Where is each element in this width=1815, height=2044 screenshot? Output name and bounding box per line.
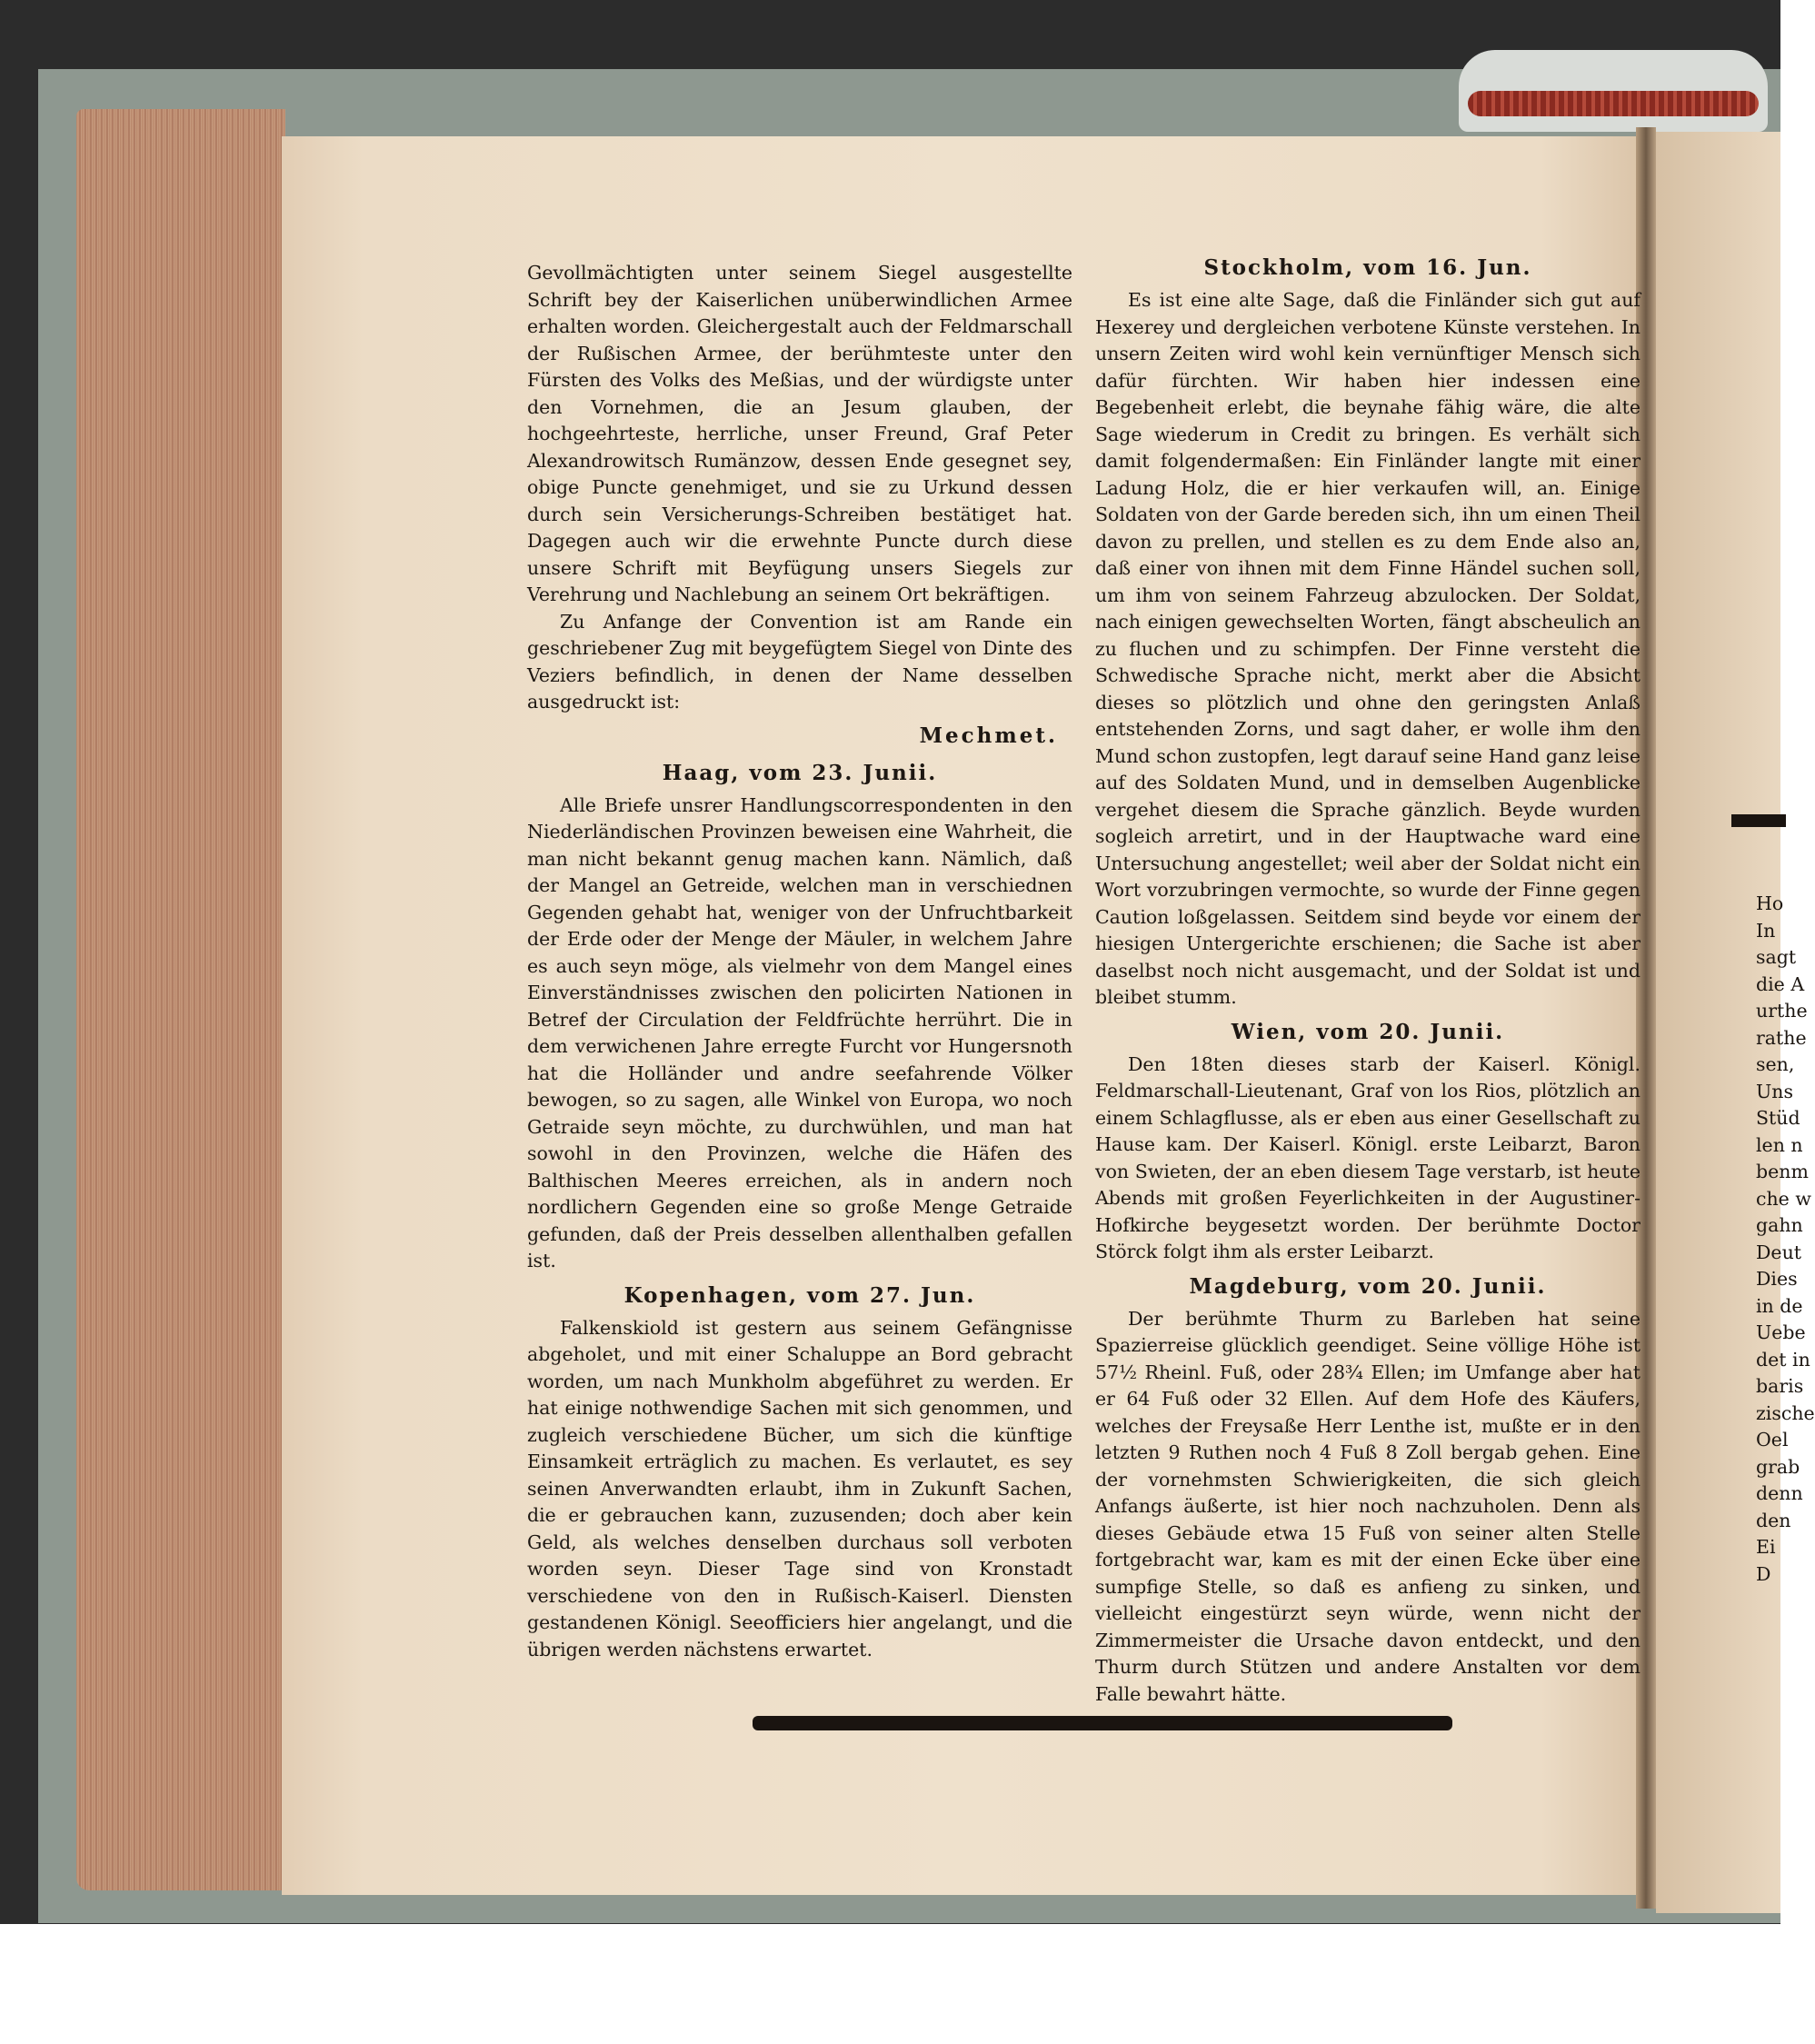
next-page-fragment: benm [1756, 1161, 1809, 1182]
right-text-column [1095, 255, 1640, 1708]
next-page-fragment: Oel [1756, 1429, 1789, 1451]
page-block-edges [76, 109, 285, 1890]
next-page-fragment: die A [1756, 972, 1805, 995]
book-ribbon [1468, 91, 1759, 116]
next-page-fragment: Uebe [1756, 1321, 1806, 1343]
next-page-rule [1731, 814, 1786, 827]
paragraph-haag: Alle Briefe unsrer Handlungscorrespondenten in den Niederländischen Provinzen beweisen eine Wahrheit, die man nicht bekannt genug machen kann. Nämlich, daß der Mangel an Getreide, welchen man in verschiednen Gegenden gehabt hat, weniger von der Unfruchtbarkeit der Erde oder der Menge der Mäuler, in welchem Jahre es auch seyn möge, als vielmehr von dem Mangel eines Einverständnisses zwischen den policirten Nationen in Betref der Circulation der Feldfrüchte herrührt. Die in dem verwichenen Jahre erregte Furcht vor Hungersnoth hat die Holländer und andre seefahrende Völker bewogen, so zu sagen, alle Winkel von Europa, wo noch Getraide seyn möchte, zu durchwühlen, und man hat sowohl in den Provinzen, welche die Häfen des Balthischen Meeres erreichen, als in andern noch nordlichern Gegenden eine so große Menge Getraide gefunden, daß der Preis desselben allenthalben gefallen ist. [527, 793, 1072, 1271]
heading-wien: Wien, vom 20. Junii. [1231, 1019, 1505, 1044]
next-page-fragment: Ho [1756, 892, 1784, 914]
paragraph-convention: Gevollmächtigten unter seinem Siegel ausgestellte Schrift bey der Kaiserlichen unüberwindlichen Armee erhalten worden. Gleichergestalt auch der Feldmarschall der Rußischen Armee, der berühmteste unter den Fürsten des Volks des Meßias, und der würdigste unter den Vornehmen, die an Jesum glauben, der hochgeehrteste, herrliche, unser Freund, Graf Peter Alexandrowitsch Rumänzow, dessen Ende gesegnet sey, obige Puncte genehmiget, und sie zu Urkund dessen durch sein Versicherungs-Schreiben bestätiget hat. Dagegen auch wir die erwehnte Puncte durch diese unsere Schrift mit Beyfügung unsers Siegels zur Verehrung und Nachlebung an seinem Ort bekräftigen. [527, 262, 1072, 605]
paragraph-signature-note: Zu Anfange der Convention ist am Rande ein geschriebener Zug mit beygefügtem Siegel von Dinte des Veziers befindlich, in denen der Name desselben ausgedruckt ist: [527, 610, 1072, 713]
heading-stockholm: Stockholm, vom 16. Jun. [1203, 255, 1532, 280]
next-page-fragment: det in [1756, 1348, 1810, 1371]
heading-kopenhagen: Kopenhagen, vom 27. Jun. [623, 1282, 976, 1308]
heading-magdeburg: Magdeburg, vom 20. Junii. [1189, 1273, 1547, 1299]
next-page-fragment: len n [1756, 1133, 1803, 1156]
next-page-fragment: rathe [1756, 1026, 1807, 1049]
next-page-fragment: sagt [1756, 946, 1797, 968]
left-text-column [527, 260, 1072, 1663]
next-page-fragment: sen, [1756, 1053, 1795, 1075]
paragraph-kopenhagen: Falkenskiold ist gestern aus seinem Gefängnisse abgeholet, und mit einer Schaluppe an Bord gebracht worden, um nach Munkholm abgeführet zu werden. Er hat einige nothwendige Sachen mit sich genommen, und zugleich verschiedene Bücher, um sich die künftige Einsamkeit erträglich zu machen. Es verlautet, es sey seinen Anverwandten erlaubt, ihm in Zukunft Sachen, die er gebrauchen kann, zuzusenden; doch aber kein Geld, als welches denselben durchaus soll verboten worden seyn. Dieser Tage sind von Kronstadt verschiedene von den in Rußisch-Kaiserl. Diensten gestandenen Königl. Seeofficiers hier angelangt, und die übrigen werden nächstens erwartet. [527, 1316, 1072, 1660]
page-end-rule [753, 1716, 1452, 1730]
next-page-fragments [1756, 891, 1815, 1588]
next-page-fragment: zische [1756, 1401, 1815, 1424]
next-page-fragment: urthe [1756, 1000, 1808, 1022]
next-page-fragment: grab [1756, 1455, 1800, 1478]
next-page-fragment: D [1756, 1562, 1771, 1585]
next-page-fragment: Ei [1756, 1536, 1776, 1558]
next-page-fragment: Stüd [1756, 1107, 1800, 1129]
next-page-fragment: den [1756, 1509, 1791, 1531]
next-page-fragment: gahn [1756, 1214, 1803, 1236]
next-page-fragment: Deut [1756, 1241, 1802, 1263]
next-page-fragment: In [1756, 919, 1776, 942]
next-page-fragment: Uns [1756, 1080, 1793, 1102]
next-page-fragment: in de [1756, 1294, 1803, 1317]
paragraph-stockholm: Es ist eine alte Sage, daß die Finländer sich gut auf Hexerey und dergleichen verbotene Künste verstehen. In unsern Zeiten wird wohl kein vernünftiger Mensch sich dafür fürchten. Wir haben hier indessen eine Begebenheit erlebt, die beynahe fähig wäre, die alte Sage wiederum in Credit zu bringen. Es verhält sich damit folgendermaßen: Ein Finländer langte mit einer Ladung Holz, die er hier verkaufen will, an. Einige Soldaten von der Garde bereden sich, ihn um einen Theil davon zu prellen, und stellen es zu dem Ende also an, daß einer von ihnen mit dem Finne Händel suchen soll, um ihm von seinem Fahrzeug abzulocken. Der Soldat, nach einigen gewechselten Worten, fängt abscheulich an zu fluchen und zu schimpfen. Der Finne versteht die Schwedische Sprache nicht, merkt aber die Absicht dieses so plötzlich und ohne den geringsten Anlaß entstehenden Zorns, und sagt daher, er wolle ihm den Mund schon zustopfen, legt darauf seine Hand ganz leise auf des Soldaten Mund, und in demselben Augenblicke vergehet diesem die Sprache gänzlich. Beyde wurden sogleich arretirt, und in der Hauptwache ward eine Untersuchung angestellet; weil aber der Soldat nicht ein Wort vorzubringen vermochte, so wurde der Finne gegen Caution loßgelassen. Seitdem sind beyde vor einem der hiesigen Untergerichte erschienen; die Sache ist aber daselbst noch nicht ausgemacht, und der Soldat ist und bleibet stumm. [1095, 289, 1640, 1008]
paragraph-wien: Den 18ten dieses starb der Kaiserl. Königl. Feldmarschall-Lieutenant, Graf von los Rios, plötzlich an einem Schlagflusse, als er eben aus einer Gesellschaft zu Hause kam. Der Kaiserl. Königl. erste Leibarzt, Baron von Swieten, der an eben diesem Tage verstarb, ist heute Abends mit großen Feyerlichkeiten in der Augustiner-Hofkirche beygesetzt worden. Der berühmte Doctor Störck folgt ihm als erster Leibarzt. [1095, 1052, 1640, 1262]
heading-haag: Haag, vom 23. Junii. [662, 760, 938, 785]
paragraph-magdeburg: Der berühmte Thurm zu Barleben hat seine Spazierreise glücklich geendiget. Seine völlige Höhe ist 57½ Rheinl. Fuß, oder 28¾ Ellen; im Umfange aber hat er 64 Fuß oder 32 Ellen. Auf dem Hofe des Käufers, welches der Freysaße Herr Lenthe ist, mußte er in den letzten 9 Ruthen noch 4 Fuß 8 Zoll bergab gehen. Eine der vornehmsten Schwierigkeiten, die sich gleich Anfangs äußerte, ist hier noch nachzuholen. Denn als dieses Gebäude etwa 15 Fuß von seiner alten Stelle fortgebracht war, kam es mit der einen Ecke über eine sumpfige Stelle, so daß es anfieng zu sinken, und vielleicht eingestürzt seyn würde, wenn nicht der Zimmermeister die Ursache davon entdeckt, und den Thurm durch Stützen und andere Anstalten vor dem Falle bewahrt hätte. [1095, 1307, 1640, 1705]
next-page-fragment: denn [1756, 1482, 1803, 1504]
next-page-fragment: Dies [1756, 1268, 1798, 1290]
next-page-fragment: baris [1756, 1375, 1804, 1397]
next-page-fragment: che w [1756, 1187, 1811, 1210]
signature-mechmet: Mechmet. [919, 723, 1058, 748]
